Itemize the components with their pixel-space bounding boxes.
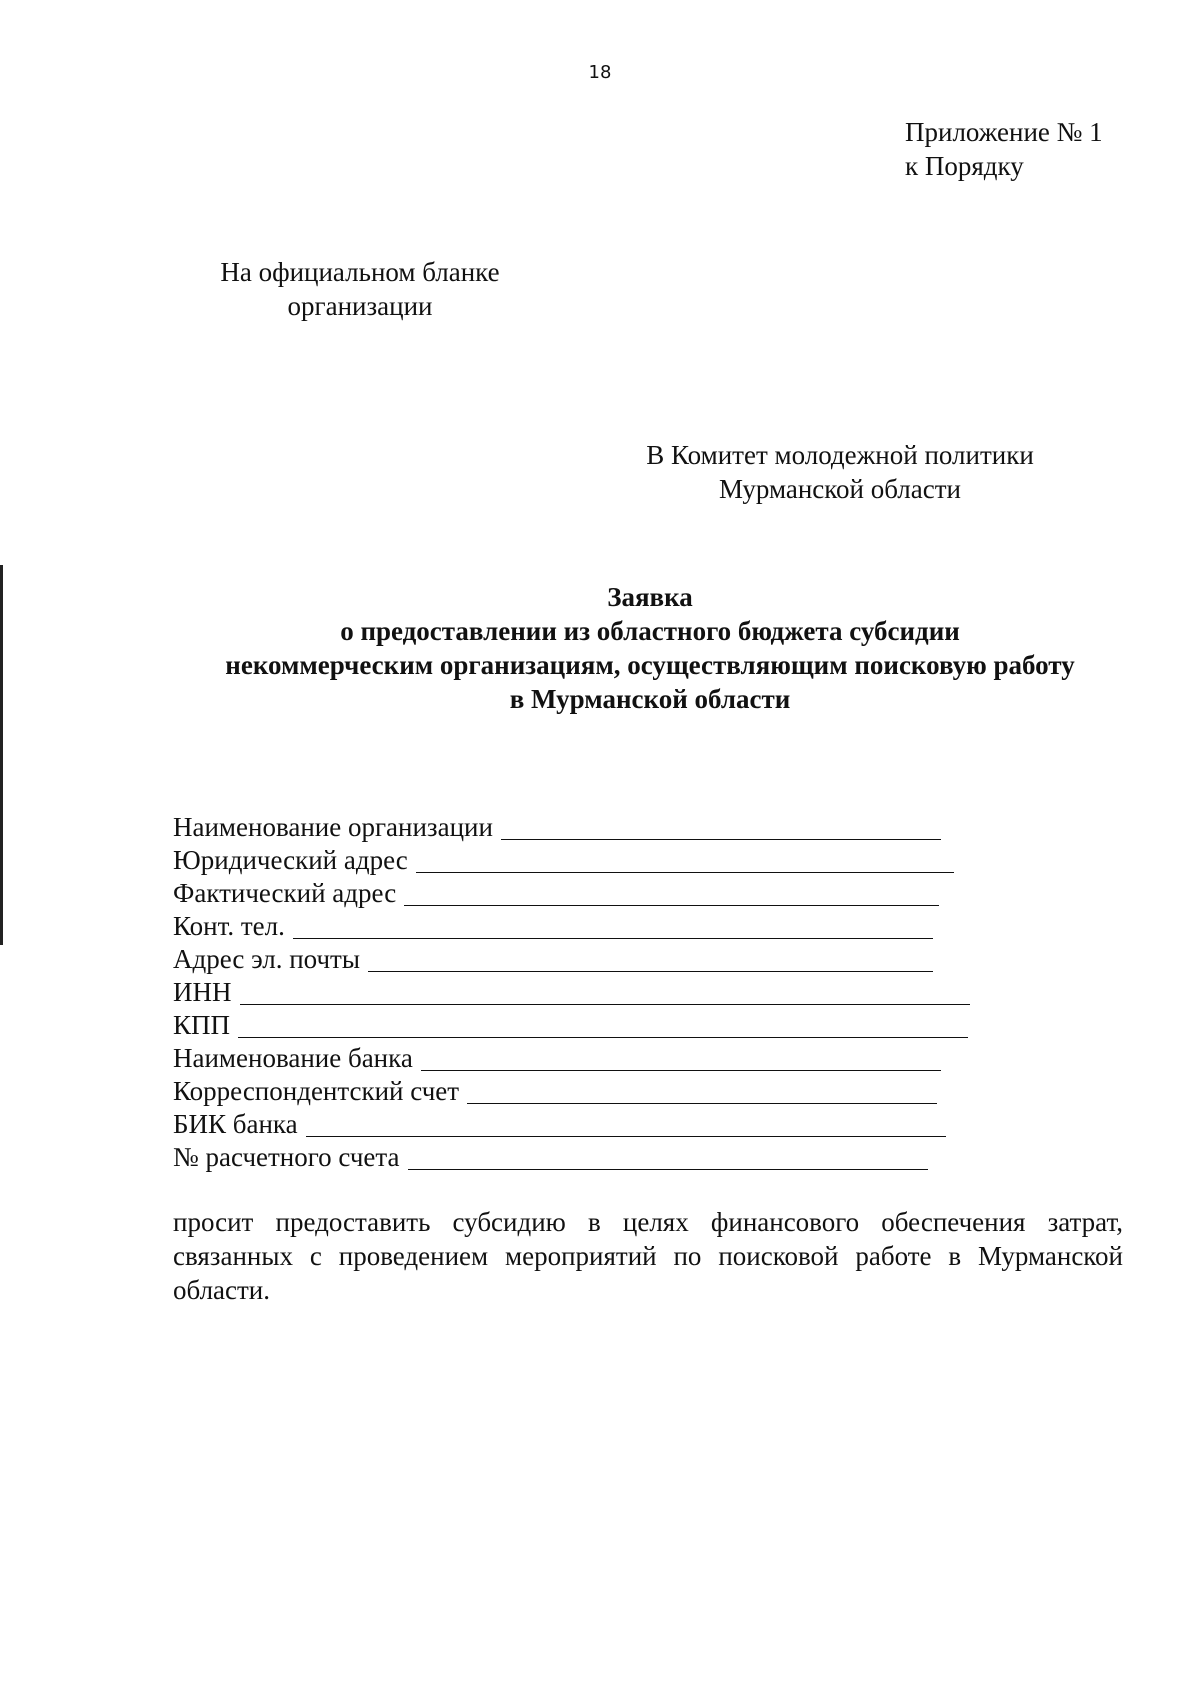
- field-label: Адрес эл. почты: [173, 944, 360, 974]
- field-bik: [173, 1107, 993, 1140]
- blank-line[interactable]: [404, 883, 939, 906]
- blank-line[interactable]: [467, 1081, 937, 1104]
- title-line-1: Заявка: [607, 582, 693, 612]
- field-label: КПП: [173, 1010, 231, 1040]
- recipient-line-1: В Комитет молодежной политики: [646, 440, 1034, 470]
- form-fields: [173, 810, 993, 1173]
- blank-line[interactable]: [368, 949, 933, 972]
- appendix-line-1: Приложение № 1: [905, 117, 1103, 147]
- appendix-reference: [905, 115, 1103, 183]
- field-settlement-account: [173, 1140, 993, 1173]
- field-kpp: [173, 1008, 993, 1041]
- blank-line[interactable]: [416, 850, 954, 873]
- field-label: Корреспондентский счет: [173, 1076, 460, 1106]
- recipient-block: [600, 438, 1080, 506]
- field-email: [173, 942, 993, 975]
- field-label: ИНН: [173, 977, 232, 1007]
- page-number: 18: [588, 62, 612, 83]
- blank-line[interactable]: [240, 982, 970, 1005]
- field-phone: [173, 909, 993, 942]
- field-label: Конт. тел.: [173, 911, 285, 941]
- field-correspondent-account: [173, 1074, 993, 1107]
- blank-line[interactable]: [501, 817, 941, 840]
- document-title: [100, 580, 1200, 716]
- field-label: Фактический адрес: [173, 878, 397, 908]
- field-label: Наименование банка: [173, 1043, 413, 1073]
- field-label: Наименование организации: [173, 812, 493, 842]
- field-legal-address: [173, 843, 993, 876]
- blank-line[interactable]: [421, 1048, 941, 1071]
- title-line-4: в Мурманской области: [509, 684, 791, 714]
- blank-line[interactable]: [306, 1114, 946, 1137]
- title-line-3: некоммерческим организациям, осуществляющим поисковую работу: [225, 650, 1075, 680]
- field-label: Юридический адрес: [173, 845, 408, 875]
- title-line-2: о предоставлении из областного бюджета субсидии: [340, 616, 960, 646]
- field-organization-name: [173, 810, 993, 843]
- blank-line[interactable]: [293, 916, 933, 939]
- appendix-line-2: к Порядку: [905, 151, 1024, 181]
- letterhead-note: [200, 255, 520, 323]
- field-actual-address: [173, 876, 993, 909]
- recipient-line-2: Мурманской области: [719, 474, 961, 504]
- scan-edge-mark: [0, 565, 3, 945]
- blank-line[interactable]: [408, 1147, 928, 1170]
- field-label: БИК банка: [173, 1109, 298, 1139]
- letterhead-line-1: На официальном бланке: [220, 257, 500, 287]
- letterhead-line-2: организации: [287, 291, 433, 321]
- request-paragraph: просит предоставить субсидию в целях финансового обеспечения затрат, связанных с проведением мероприятий по поисковой работе в Мурманской области.: [173, 1207, 1123, 1305]
- blank-line[interactable]: [238, 1015, 968, 1038]
- field-inn: [173, 975, 993, 1008]
- field-label: № расчетного счета: [173, 1142, 400, 1172]
- field-bank-name: [173, 1041, 993, 1074]
